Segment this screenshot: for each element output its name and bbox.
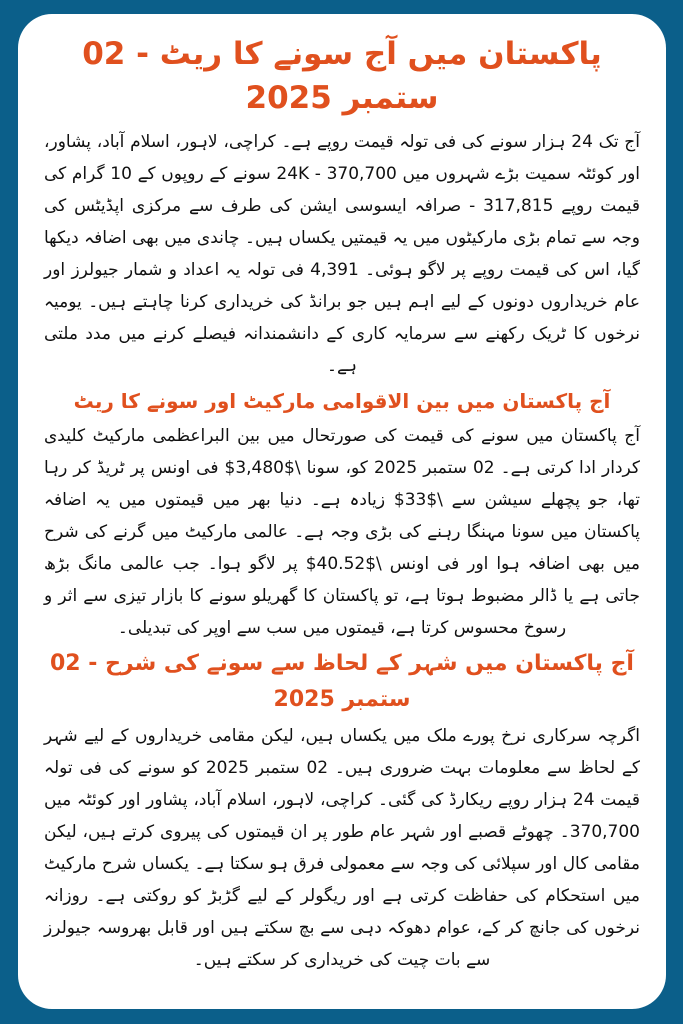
international-market-paragraph: آج پاکستان میں سونے کی قیمت کی صورتحال میں بین البراعظمی مارکیٹ کلیدی کردار ادا کرتی ہے۔ 02 ستمبر 2025 کو، سونا \$3,480$ فی اونس پر ٹریڈ کر رہا تھا، جو پچھلے سیشن سے \$33$ زیادہ ہے۔ دنیا بھر میں قیمتوں میں یہ اضافہ پاکستان میں سونا مہنگا رہنے کی بڑی وجہ ہے۔ عالمی مارکیٹ میں گرنے کی شرح میں بھی اضافہ ہوا اور فی اونس \$40.52$ پر لاگو ہوا۔ جب عالمی مانگ بڑھ جاتی ہے یا ڈالر مضبوط ہوتا ہے، تو پاکستان کا گھریلو سونے کا بازار تیزی سے اثر و رسوخ محسوس کرتا ہے، قیمتوں میں سب سے اوپر کی تبدیلی۔ — [44, 426, 641, 638]
city-rates-paragraph: اگرچہ سرکاری نرخ پورے ملک میں یکساں ہیں، لیکن مقامی خریداروں کے لیے شہر کے لحاظ سے معلومات بہت ضروری ہیں۔ 02 ستمبر 2025 کو سونے کی فی تولہ قیمت 24 ہزار روپے ریکارڈ کی گئی۔ کراچی، لاہور، اسلام آباد، پشاور اور کوئٹہ میں 370,700۔ چھوٹے قصبے اور شہر عام طور پر ان قیمتوں کی پیروی کرتے ہیں، لیکن مقامی کال اور سپلائی کی وجہ سے معمولی فرق ہو سکتا ہے۔ یکساں شرح مارکیٹ میں استحکام کی حفاظت کرتی ہے اور ریگولر کے لیے گڑبڑ کو روکتی ہے۔ روزانہ نرخوں کی جانچ کر کے، عوام دھوکہ دہی سے بچ سکتے ہیں اور قابل بھروسہ جیولرز سے بات چیت کی خریداری کر سکتے ہیں۔ — [44, 726, 641, 970]
international-market-heading: آج پاکستان میں بین الاقوامی مارکیٹ اور سونے کا ریٹ — [73, 389, 611, 413]
intro-paragraph: آج تک 24 ہزار سونے کی فی تولہ قیمت روپے ہے۔ کراچی، لاہور، اسلام آباد، پشاور، اور کوئٹہ سمیت بڑے شہروں میں 370,700 - 24K سونے کے روپوں کے 10 گرام کی قیمت روپے 317,815 - صرافہ ایسوسی ایشن کی طرف سے مرکزی اپڈیٹس کی وجہ سے تمام بڑی مارکیٹوں میں یہ قیمتیں یکساں ہیں۔ چاندی میں بھی اضافہ دیکھا گیا، اس کی قیمت روپے پر لاگو ہوئی۔ 4,391 فی تولہ یہ اعداد و شمار جیولرز اور عام خریداروں دونوں کے لیے اہم ہیں جو برانڈ کی خریداری کرنا چاہتے ہیں۔ یومیہ نرخوں کا ٹریک رکھنے سے سرمایہ کاری کے دانشمندانہ فیصلے کرنے میں مدد ملتی ہے۔ — [44, 132, 641, 376]
article-title: پاکستان میں آج سونے کا ریٹ - 02 ستمبر 2025 — [82, 36, 602, 116]
city-rates-heading: آج پاکستان میں شہر کے لحاظ سے سونے کی شرح - 02 ستمبر 2025 — [50, 651, 634, 712]
article-card — [18, 14, 666, 1009]
